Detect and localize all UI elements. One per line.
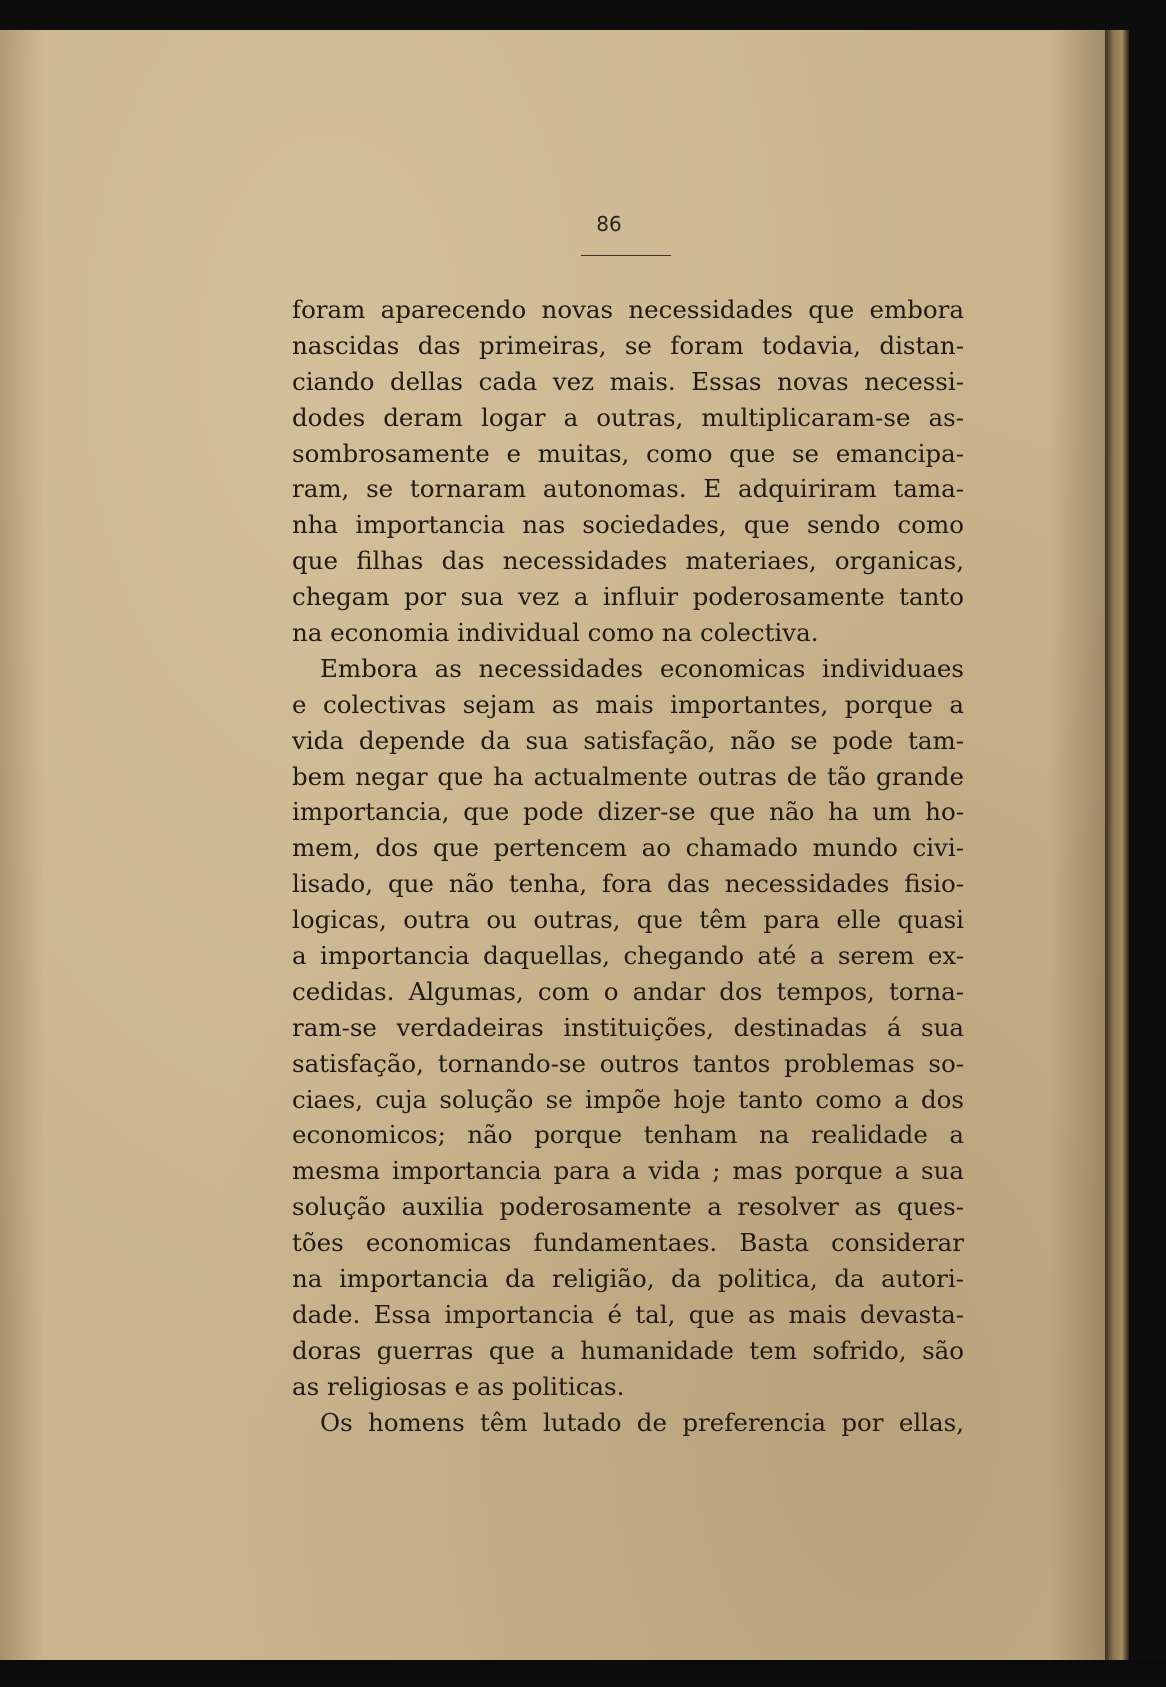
text-line: na economia individual como na colectiva. [292, 618, 819, 648]
text-line: cedidas. Algumas, com o andar dos tempos, torna- [292, 976, 964, 1006]
text-line: lisado, que não tenha, fora das necessidades fisio- [292, 869, 964, 899]
text-line: dodes deram logar a outras, multiplicaram-se as- [292, 402, 964, 432]
text-line: bem negar que ha actualmente outras de tão grande [292, 761, 964, 791]
text-line: solução auxilia poderosamente a resolver as ques- [292, 1192, 964, 1222]
text-line: importancia, que pode dizer-se que não ha um ho- [292, 797, 964, 827]
text-line: nha importancia nas sociedades, que sendo como [292, 510, 964, 540]
text-line: que filhas das necessidades materiaes, organicas, [292, 546, 964, 576]
text-line: satisfação, tornando-se outros tantos problemas so- [292, 1048, 964, 1078]
scan-border [0, 1660, 1166, 1687]
header-rule [581, 255, 671, 256]
text-line: ram, se tornaram autonomas. E adquiriram tama- [292, 474, 964, 504]
text-line: doras guerras que a humanidade tem sofrido, são [292, 1335, 964, 1365]
text-line: a importancia daquellas, chegando até a serem ex- [292, 941, 964, 971]
text-line: Embora as necessidades economicas individuaes [320, 653, 964, 683]
text-line: mesma importancia para a vida ; mas porque a sua [292, 1156, 964, 1186]
text-line: e colectivas sejam as mais importantes, porque a [292, 689, 964, 719]
text-line: ram-se verdadeiras instituições, destinadas á sua [292, 1012, 964, 1042]
text-line: sombrosamente e muitas, como que se emancipa- [292, 438, 964, 468]
page-number: 86 [596, 212, 622, 236]
text-line: nascidas das primeiras, se foram todavia, distan- [292, 330, 964, 360]
text-line: chegam por sua vez a influir poderosamente tanto [292, 582, 964, 612]
text-line: Os homens têm lutado de preferencia por ellas, [320, 1407, 964, 1437]
text-line: logicas, outra ou outras, que têm para elle quasi [292, 905, 964, 935]
text-line: na importancia da religião, da politica, da autori- [292, 1264, 964, 1294]
page-fore-edge [1105, 30, 1129, 1665]
body-text [292, 292, 964, 1441]
text-line: foram aparecendo novas necessidades que embora [292, 295, 964, 324]
text-line: dade. Essa importancia é tal, que as mais devasta- [292, 1299, 964, 1329]
text-line: mem, dos que pertencem ao chamado mundo civi- [292, 833, 964, 863]
text-line: economicos; não porque tenham na realidade a [292, 1120, 964, 1150]
text-line: ciaes, cuja solução se impõe hoje tanto como a dos [292, 1084, 964, 1114]
text-line: tões economicas fundamentaes. Basta considerar [292, 1228, 964, 1258]
text-line: ciando dellas cada vez mais. Essas novas necessi- [292, 366, 964, 396]
text-line: vida depende da sua satisfação, não se pode tam- [292, 725, 964, 755]
text-line: as religiosas e as politicas. [292, 1371, 625, 1401]
